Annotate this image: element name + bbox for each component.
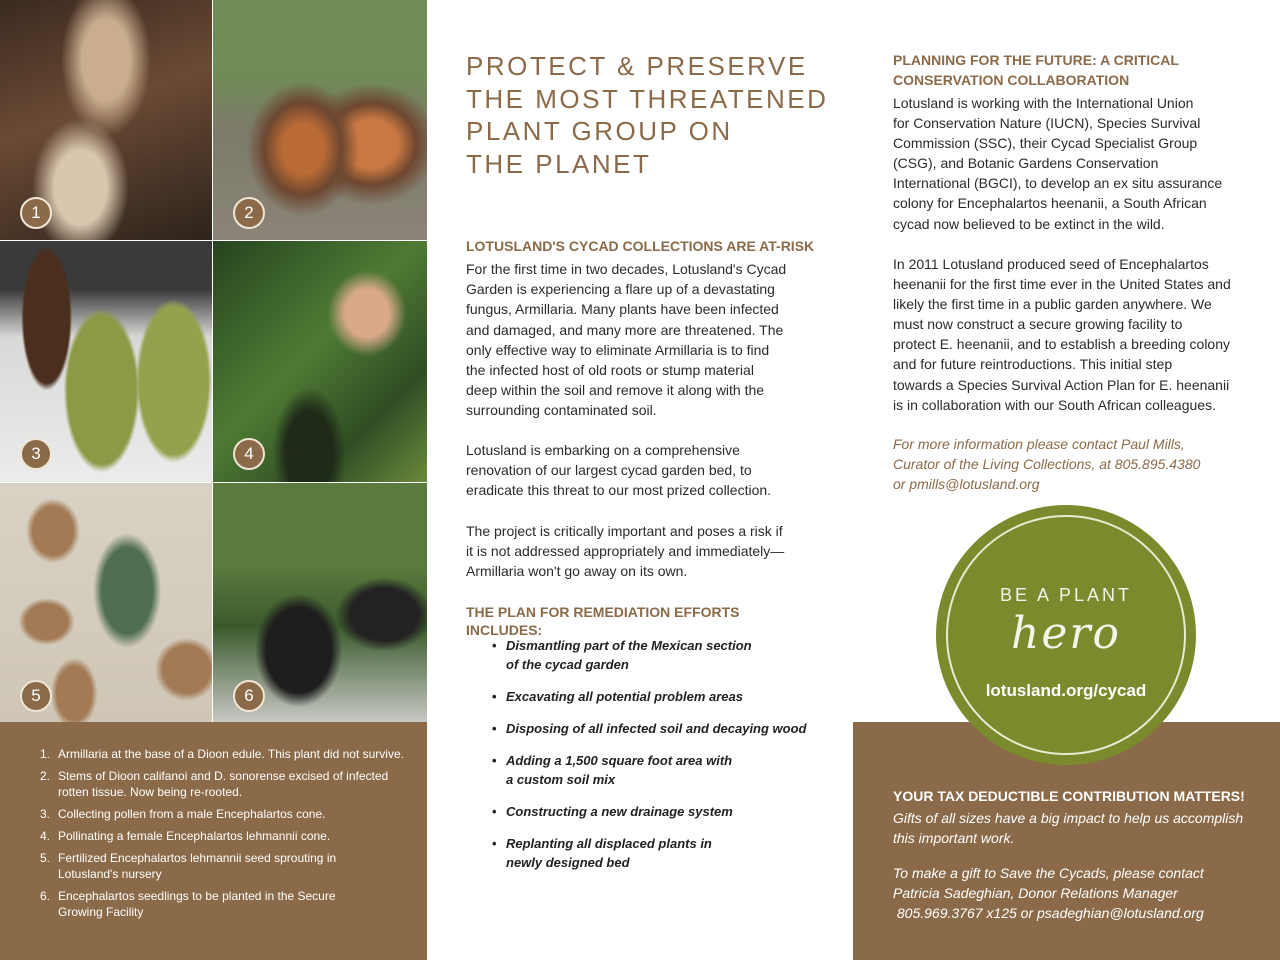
body-line: Lotusland is working with the International Union (893, 95, 1194, 111)
plan-heading: THE PLAN FOR REMEDIATION EFFORTS INCLUDES: (466, 604, 740, 638)
body-line: Commission (SSC), their Cycad Specialist Group (893, 135, 1198, 152)
at-risk-paragraph-1 (466, 259, 811, 421)
headline-line: PLANT GROUP ON (466, 116, 733, 146)
headline-line: PROTECT & PRESERVE (466, 51, 808, 81)
plan-bullet-list (494, 636, 807, 885)
photo-seedlings-nursery (213, 483, 427, 722)
heading-line: PLANNING FOR THE FUTURE: A CRITICAL (893, 52, 1179, 68)
donation-line: this important work. (893, 830, 1015, 847)
caption-text: Lotusland's nursery (58, 867, 162, 881)
bullet-line: • Excavating all potential problem areas (506, 689, 743, 704)
caption-text: rotten tissue. Now being re-rooted. (58, 785, 243, 799)
badge-inner-ring (946, 515, 1186, 755)
plan-bullet-item (494, 751, 794, 789)
bullet-line: • Replanting all displaced plants in (506, 836, 712, 851)
photo-cycad-cones (0, 241, 212, 482)
photo-excised-stems (213, 0, 427, 240)
body-line: eradicate this threat to our most prized collection. (466, 482, 772, 499)
donation-contact-line: To make a gift to Save the Cycads, please contact (893, 865, 1204, 881)
bullet-line: a custom soil mix (506, 772, 616, 787)
body-line: The project is critically important and poses a risk if (466, 523, 783, 539)
body-line: protect E. heenanii, and to establish a breeding colony (893, 336, 1231, 353)
bullet-line: • Constructing a new drainage system (506, 804, 733, 819)
page-headline (466, 50, 829, 180)
body-line: International (BGCI), to develop an ex situ assurance (893, 175, 1223, 192)
body-line: For the first time in two decades, Lotusland's Cycad (466, 261, 787, 277)
caption-item (40, 746, 404, 762)
future-paragraph-2 (893, 254, 1243, 415)
at-risk-paragraph-2 (466, 440, 811, 501)
body-line: for Conservation Nature (IUCN), Species Survival (893, 115, 1201, 132)
photo-seed-sprouting (0, 483, 212, 722)
badge-script-text: hero (1011, 608, 1121, 659)
caption-item (40, 850, 397, 882)
body-line: and damaged, and many more are threatened. The (466, 321, 784, 338)
badge-url-link[interactable]: lotusland.org/cycad (985, 681, 1147, 700)
body-line: heenanii for the first time ever in the United States and (893, 276, 1231, 293)
body-line: must now construct a secure growing facility to (893, 316, 1183, 333)
body-line: In 2011 Lotusland produced seed of Encephalartos (893, 256, 1209, 272)
caption-text: Collecting pollen from a male Encephalartos cone. (58, 807, 326, 821)
bullet-line: of the cycad garden (506, 657, 629, 672)
caption-text: Encephalartos seedlings to be planted in the Secure (58, 889, 336, 903)
body-line: renovation of our largest cycad garden bed, to (466, 462, 752, 479)
photo-badge-4: 4 (233, 438, 265, 470)
badge-top-text: BE A PLANT (999, 585, 1133, 605)
donation-heading: YOUR TAX DEDUCTIBLE CONTRIBUTION MATTERS! (893, 788, 1245, 804)
donation-contact-email[interactable]: 805.969.3767 x125 or psadeghian@lotusland.org (893, 905, 1204, 922)
caption-number: 1. (40, 747, 51, 761)
headline-line: THE MOST THREATENED (466, 83, 829, 114)
bullet-line: newly designed bed (506, 855, 630, 870)
caption-text: Stems of Dioon califanoi and D. sonorense excised of infected (58, 769, 389, 783)
photo-badge-2: 2 (233, 197, 265, 229)
bullet-line: • Dismantling part of the Mexican section (506, 638, 752, 653)
body-line: it is not addressed appropriately and immediately— (466, 543, 785, 560)
body-line: (CSG), and Botanic Gardens Conservation (893, 155, 1159, 172)
donation-contact (893, 863, 1263, 924)
plan-bullet-item (494, 636, 794, 674)
future-paragraph-1 (893, 93, 1243, 234)
caption-item (40, 768, 397, 800)
bullet-line: • Adding a 1,500 square foot area with (506, 753, 733, 768)
photo-armillaria-mushrooms (0, 0, 212, 240)
body-line: only effective way to eliminate Armillaria is to find (466, 341, 770, 358)
photo-grid (0, 0, 427, 722)
be-a-plant-hero-badge (936, 505, 1196, 765)
photo-badge-3: 3 (20, 438, 52, 470)
caption-text: Growing Facility (58, 905, 144, 919)
body-line: towards a Species Survival Action Plan for E. heenanii (893, 376, 1230, 393)
plan-bullet-item (494, 719, 807, 738)
body-line: is in collaboration with our South African colleagues. (893, 396, 1216, 413)
body-line: and for future reintroductions. This initial step (893, 356, 1173, 373)
caption-text: Fertilized Encephalartos lehmannii seed sprouting in (58, 851, 337, 865)
body-line: Garden is experiencing a flare up of a devastating (466, 281, 775, 298)
caption-list (40, 746, 404, 920)
body-line: Armillaria won't go away on its own. (466, 563, 688, 580)
at-risk-paragraph-3 (466, 521, 811, 582)
caption-number: 4. (40, 829, 51, 843)
photo-badge-5: 5 (20, 680, 52, 712)
body-line: colony for Encephalartos heenanii, a South African (893, 195, 1207, 212)
caption-item (40, 888, 397, 920)
contact-line: Curator of the Living Collections, at 805.895.4380 (893, 456, 1201, 473)
plan-bullet-item (494, 802, 794, 821)
body-line: Lotusland is embarking on a comprehensive (466, 442, 740, 458)
caption-item (40, 828, 397, 844)
caption-text: Pollinating a female Encephalartos lehmannii cone. (58, 829, 331, 843)
donation-text (893, 808, 1253, 848)
body-line: the infected host of old roots or stump material (466, 362, 754, 379)
caption-item (40, 806, 397, 822)
body-line: surrounding contaminated soil. (466, 402, 657, 419)
caption-number: 6. (40, 889, 51, 903)
caption-number: 2. (40, 769, 51, 783)
contact-line: For more information please contact Paul Mills, (893, 436, 1185, 452)
at-risk-heading: LOTUSLAND'S CYCAD COLLECTIONS ARE AT-RISK (466, 238, 815, 254)
photo-badge-1: 1 (20, 197, 52, 229)
body-line: fungus, Armillaria. Many plants have been infected (466, 301, 779, 318)
photo-badge-6: 6 (233, 680, 265, 712)
contact-email-link[interactable]: or pmills@lotusland.org (893, 476, 1040, 493)
photo-pollinating-cone (213, 241, 427, 482)
donation-line: Gifts of all sizes have a big impact to help us accomplish (893, 810, 1244, 826)
headline-line: THE PLANET (466, 148, 652, 179)
heading-line: CONSERVATION COLLABORATION (893, 72, 1130, 88)
body-line: deep within the soil and remove it along with the (466, 382, 765, 399)
future-heading (893, 50, 1233, 90)
donation-contact-line: Patricia Sadeghian, Donor Relations Manager (893, 885, 1178, 902)
bullet-line: • Disposing of all infected soil and decaying wood (506, 721, 807, 736)
curator-contact (893, 434, 1243, 495)
photo-captions-panel (0, 722, 427, 960)
caption-number: 5. (40, 851, 51, 865)
caption-text: Armillaria at the base of a Dioon edule. This plant did not survive. (58, 747, 404, 761)
body-line: cycad now believed to be extinct in the wild. (893, 215, 1165, 232)
body-line: likely the first time in a public garden anywhere. We (893, 296, 1212, 313)
caption-number: 3. (40, 807, 51, 821)
plan-bullet-item (494, 687, 794, 706)
plan-bullet-item (494, 834, 794, 872)
